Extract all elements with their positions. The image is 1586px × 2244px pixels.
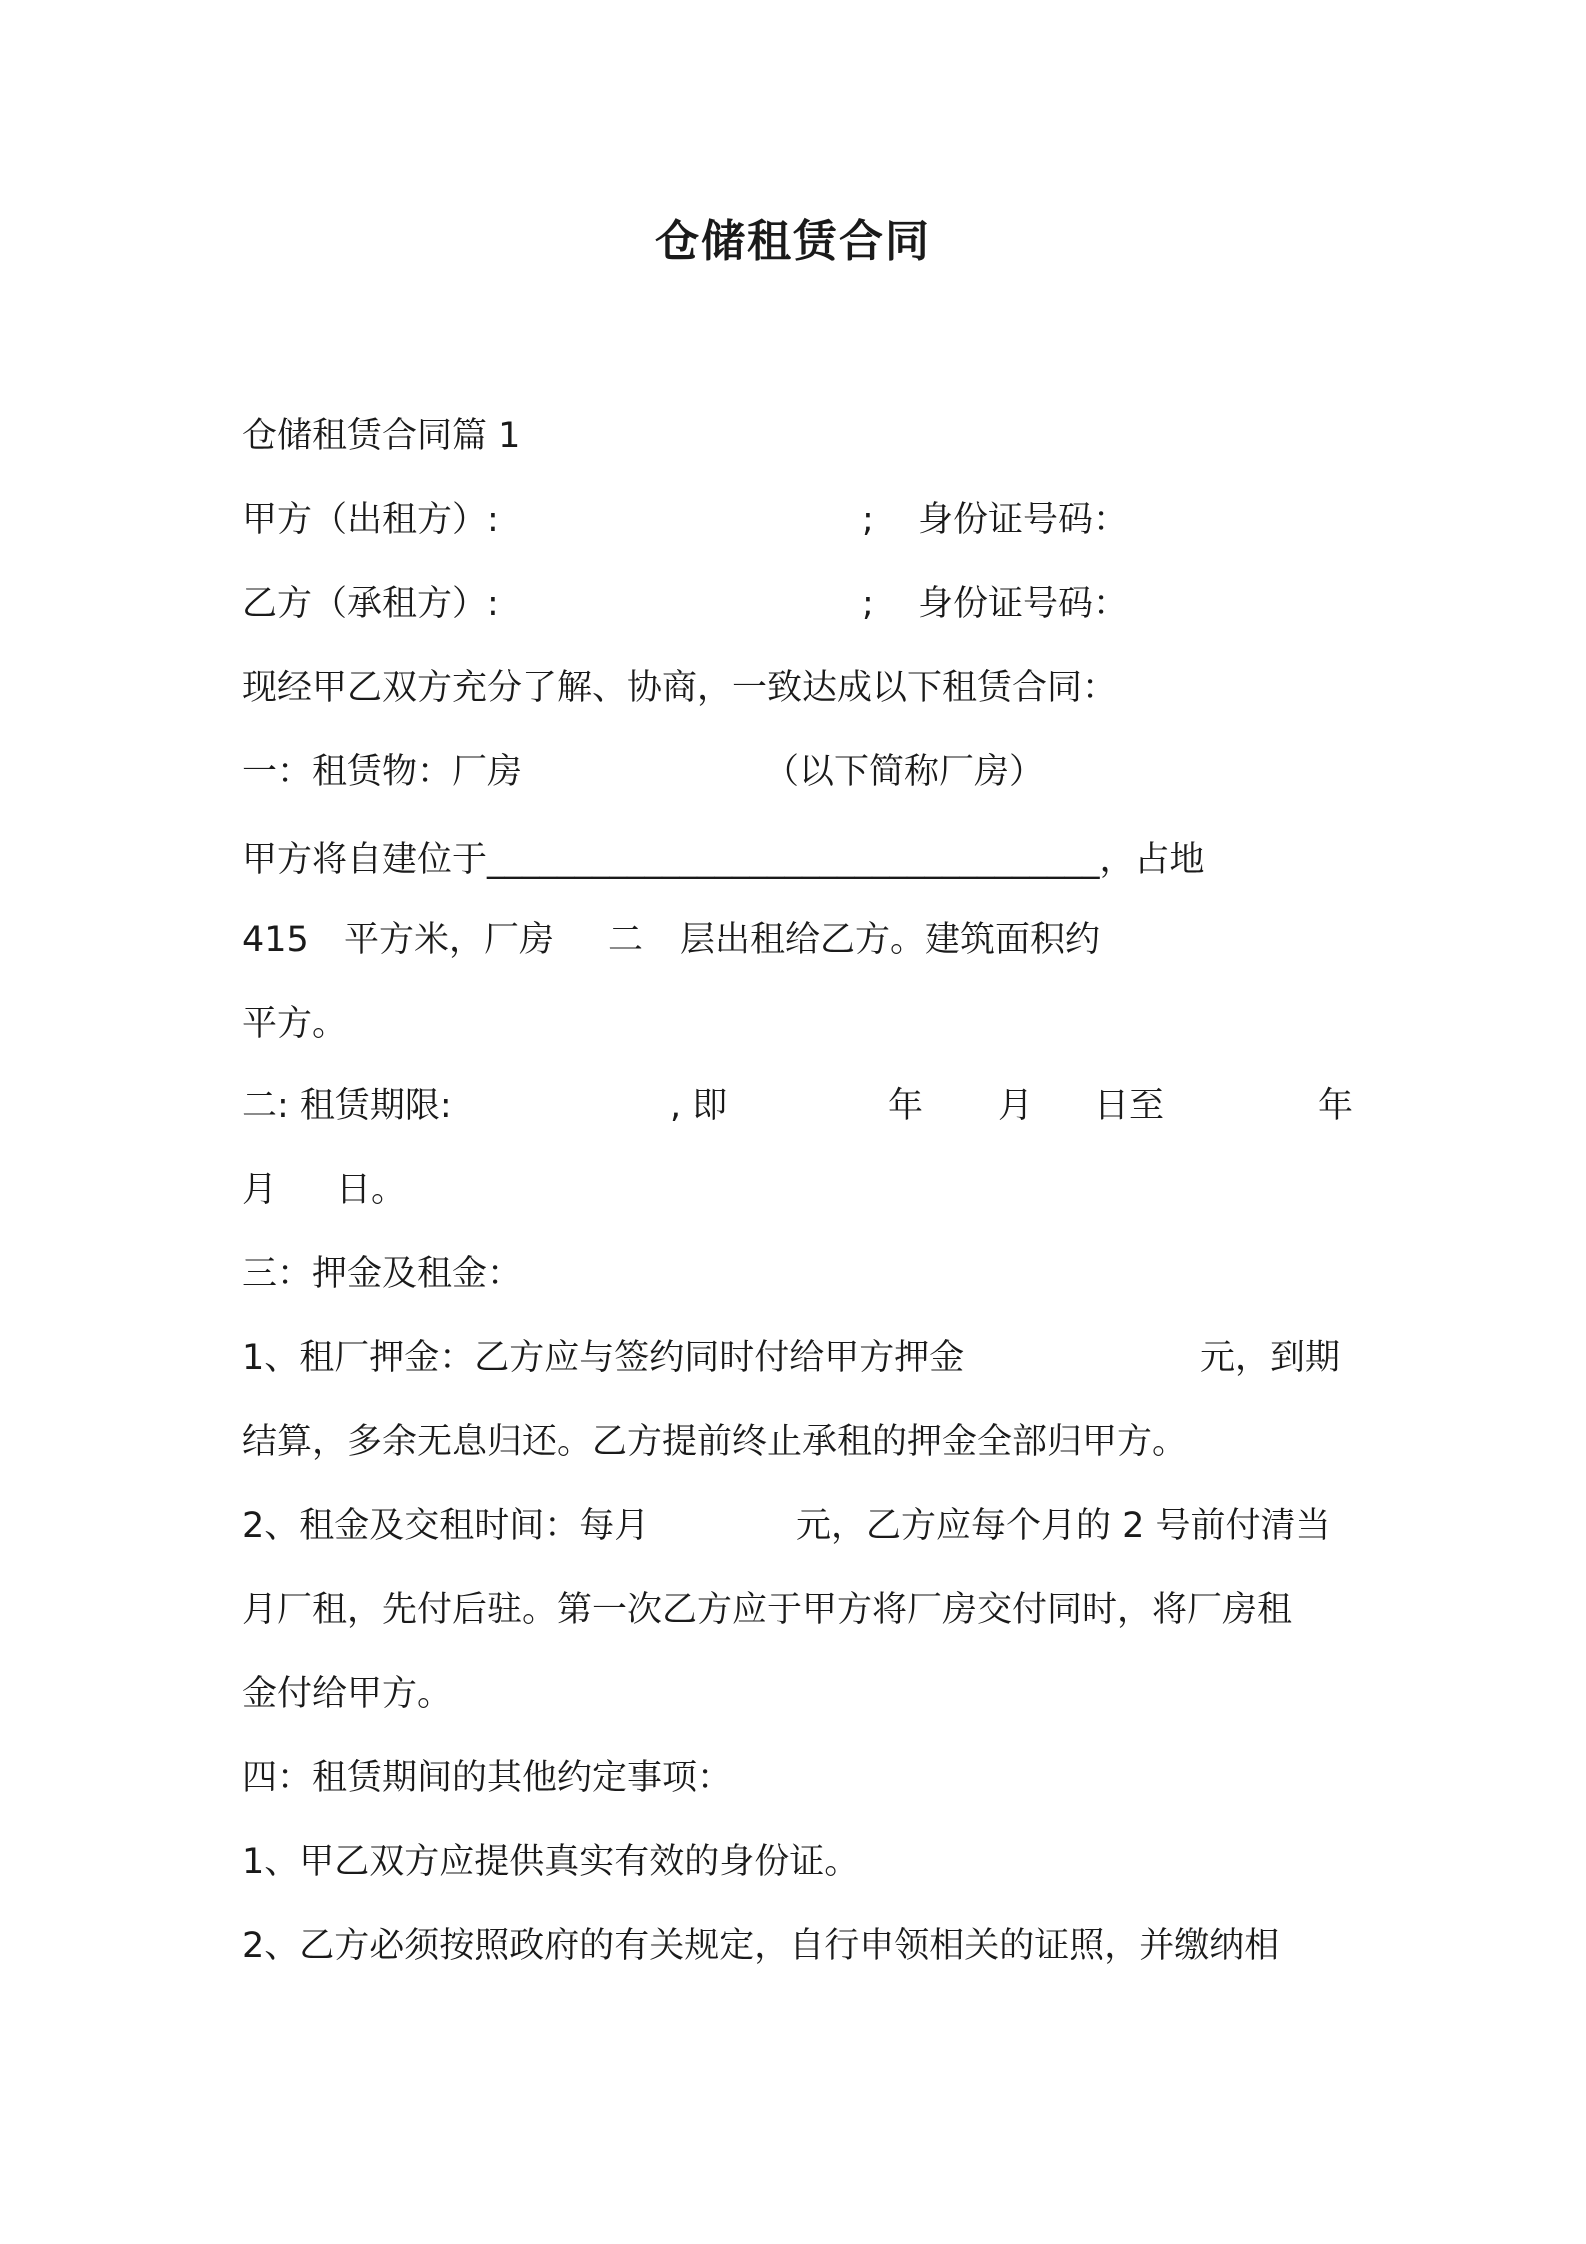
section2-month1: 月 xyxy=(998,1086,1034,1126)
intro-paragraph: 现经甲乙双方充分了解、协商，一致达成以下租赁合同： xyxy=(242,668,1118,708)
floor-value: 二 xyxy=(608,920,644,960)
section1-line3: 平方。 xyxy=(242,1004,348,1044)
area-value: 415 xyxy=(242,920,309,960)
party-b-separator: ; xyxy=(862,584,874,624)
section2-year1: 年 xyxy=(888,1086,924,1126)
rent-text: 2、租金及交租时间：每月 xyxy=(242,1506,650,1546)
section2-month2: 月 xyxy=(242,1170,278,1210)
section3-item1-line2: 结算，多余无息归还。乙方提前终止承租的押金全部归甲方。 xyxy=(242,1422,1188,1462)
section4-heading: 四：租赁期间的其他约定事项： xyxy=(242,1758,733,1798)
deposit-text: 1、租厂押金：乙方应与签约同时付给甲方押金 xyxy=(242,1338,965,1378)
section1-note: （以下简称厂房） xyxy=(764,752,1045,792)
section4-item2: 2、乙方必须按照政府的有关规定，自行申领相关的证照，并缴纳相 xyxy=(242,1926,1280,1966)
section2-ji: , 即 xyxy=(670,1086,728,1126)
section4-item1: 1、甲乙双方应提供真实有效的身份证。 xyxy=(242,1842,860,1882)
area-unit: 平方米，厂房 xyxy=(344,920,555,960)
section2-label: 二: 租赁期限: xyxy=(242,1086,452,1126)
party-b-label: 乙方（承租方）: xyxy=(242,584,499,624)
section1-label: 一：租赁物：厂房 xyxy=(242,752,523,792)
section3-heading: 三：押金及租金： xyxy=(242,1254,523,1294)
section2-day-to: 日至 xyxy=(1094,1086,1165,1126)
section2-day2: 日。 xyxy=(336,1170,407,1210)
section-heading: 仓储租赁合同篇 1 xyxy=(242,416,521,456)
party-a-separator: ; xyxy=(862,500,874,540)
rent-unit: 元，乙方应每个月的 2 号前付清当 xyxy=(796,1506,1331,1546)
section3-item2-line3: 金付给甲方。 xyxy=(242,1674,453,1714)
floor-rest: 层出租给乙方。建筑面积约 xyxy=(680,920,1101,960)
party-a-label: 甲方（出租方）: xyxy=(242,500,499,540)
section1-line1: 甲方将自建位于___________________________________，占地 xyxy=(242,840,1205,880)
section2-year2: 年 xyxy=(1318,1086,1354,1126)
party-b-id-label: 身份证号码： xyxy=(918,584,1129,624)
party-a-id-label: 身份证号码： xyxy=(918,500,1129,540)
section3-item2-line2: 月厂租，先付后驻。第一次乙方应于甲方将厂房交付同时，将厂房租 xyxy=(242,1590,1293,1630)
deposit-unit: 元，到期 xyxy=(1200,1338,1341,1378)
document-title: 仓储租赁合同 xyxy=(655,216,931,267)
